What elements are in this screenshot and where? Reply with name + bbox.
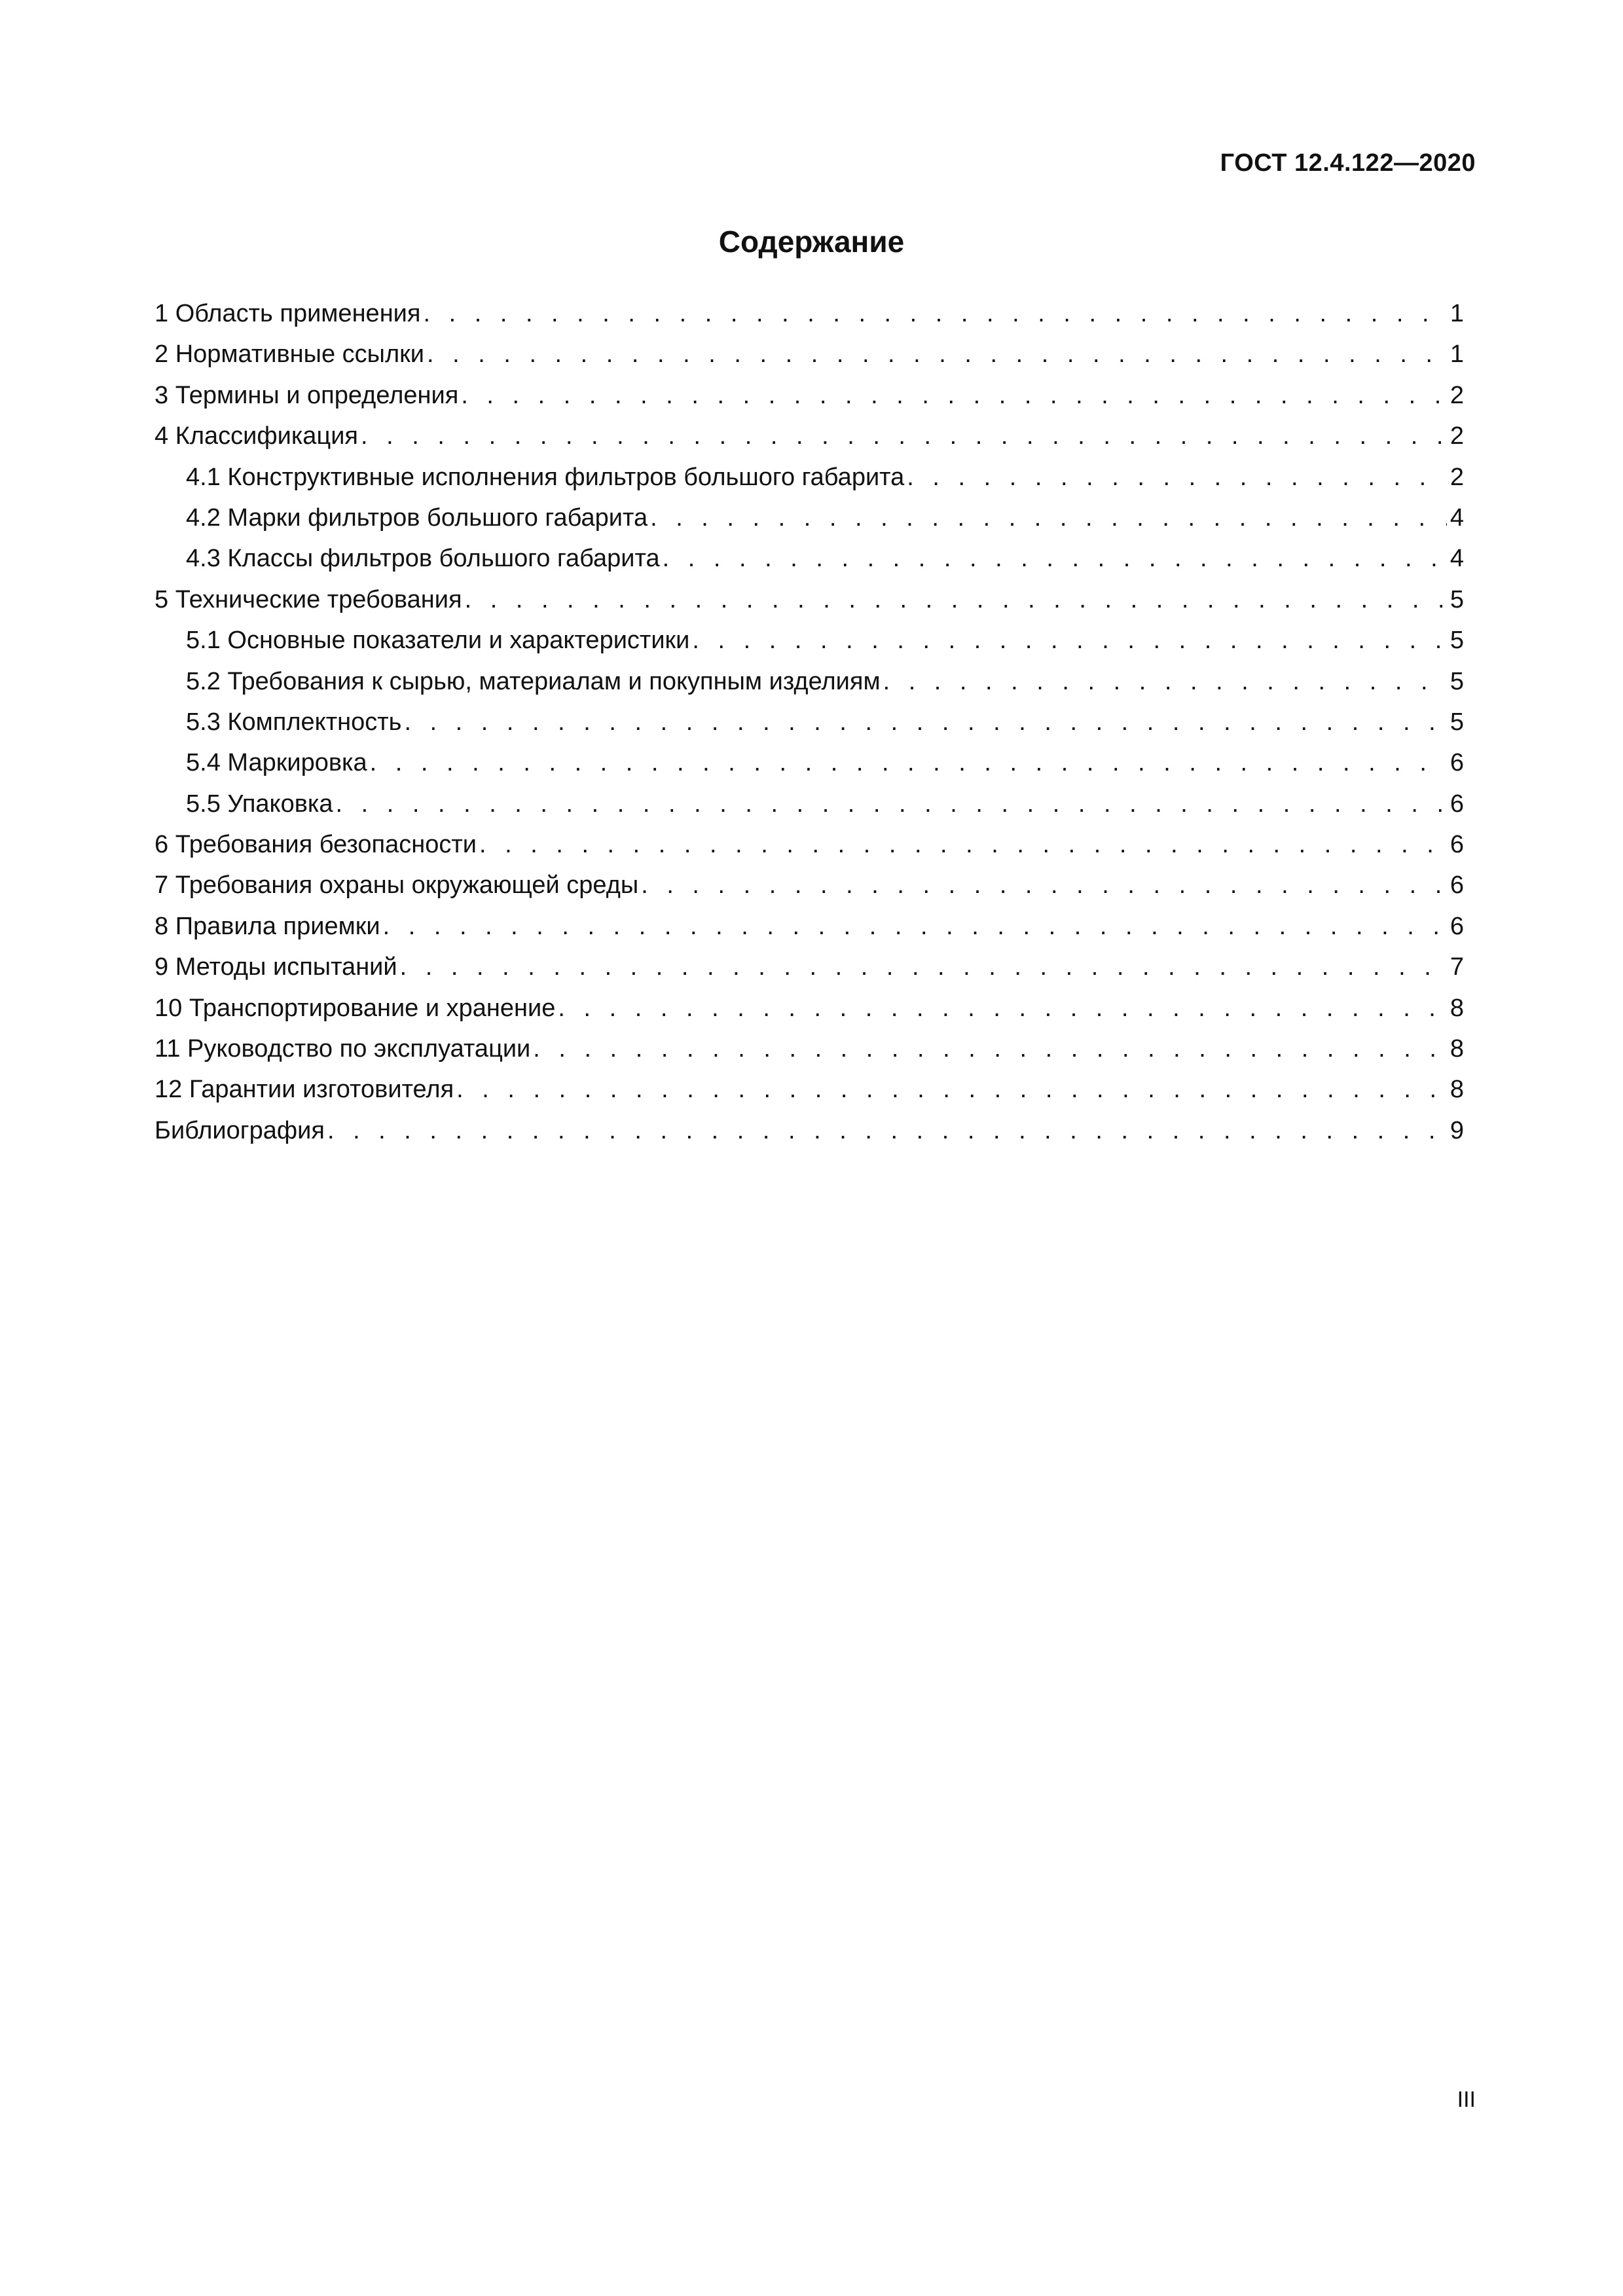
toc-entry[interactable] [155, 538, 1464, 579]
toc-entry-page: 2 [1450, 422, 1464, 450]
toc-entry-page: 9 [1450, 1116, 1464, 1144]
toc-entry-label: 1 Область применения [155, 300, 421, 327]
toc-entry-label: 4 Классификация [155, 422, 359, 450]
toc-entry-label: 4.1 Конструктивные исполнения фильтров большого габарита [186, 463, 905, 491]
toc-dot-leader [456, 1069, 1447, 1110]
toc-entry[interactable] [155, 824, 1464, 865]
toc-dot-leader [327, 1110, 1447, 1151]
toc-entry-page: 5 [1450, 585, 1464, 613]
toc-entry[interactable] [155, 498, 1464, 538]
toc-entry[interactable] [155, 988, 1464, 1029]
toc-entry-page: 5 [1450, 667, 1464, 695]
toc-entry[interactable] [155, 293, 1464, 334]
toc-entry[interactable] [155, 661, 1464, 702]
toc-entry-label: 5.5 Упаковка [186, 790, 333, 818]
toc-entry[interactable] [155, 906, 1464, 947]
toc-entry[interactable] [155, 784, 1464, 824]
toc-entry-label: 2 Нормативные ссылки [155, 340, 424, 369]
toc-entry-page: 6 [1450, 871, 1464, 900]
toc-entry[interactable] [155, 579, 1464, 620]
toc-entry-label: 11 Руководство по эксплуатации [155, 1035, 531, 1063]
toc-entry-label: 7 Требования охраны окружающей среды [155, 871, 639, 900]
toc-entry-page: 1 [1450, 340, 1464, 369]
toc-dot-leader [361, 416, 1447, 456]
toc-dot-leader [465, 579, 1447, 620]
toc-entry-label: Библиография [155, 1116, 325, 1144]
toc-entry[interactable] [155, 742, 1464, 783]
toc-title: Содержание [718, 225, 905, 259]
toc-dot-leader [650, 498, 1447, 538]
toc-entry[interactable] [155, 1110, 1464, 1151]
toc-entry-page: 2 [1450, 463, 1464, 491]
document-code-header: ГОСТ 12.4.122—2020 [1220, 149, 1476, 177]
toc-entry[interactable] [155, 334, 1464, 374]
toc-dot-leader [400, 947, 1447, 987]
toc-dot-leader [558, 988, 1447, 1029]
toc-entry-label: 5.1 Основные показатели и характеристики [186, 627, 690, 655]
toc-dot-leader [641, 865, 1447, 905]
toc-entry[interactable] [155, 947, 1464, 987]
toc-entry-page: 4 [1450, 503, 1464, 532]
toc-entry[interactable] [155, 457, 1464, 498]
toc-entry-page: 6 [1450, 790, 1464, 818]
toc-entry-page: 8 [1450, 1035, 1464, 1063]
toc-dot-leader [370, 742, 1447, 783]
toc-entry-label: 4.2 Марки фильтров большого габарита [186, 503, 648, 532]
toc-entry[interactable] [155, 702, 1464, 742]
toc-dot-leader [883, 661, 1447, 702]
toc-entry-page: 1 [1450, 300, 1464, 327]
toc-entry-page: 6 [1450, 912, 1464, 940]
toc-entry-page: 5 [1450, 627, 1464, 655]
page-number: III [1457, 2087, 1476, 2112]
toc-entry-page: 8 [1450, 994, 1464, 1022]
toc-entry[interactable] [155, 620, 1464, 661]
toc-dot-leader [427, 334, 1447, 374]
toc-entry-label: 6 Требования безопасности [155, 831, 477, 859]
toc-dot-leader [479, 824, 1447, 865]
toc-dot-leader [663, 538, 1447, 579]
toc-entry-page: 6 [1450, 749, 1464, 777]
toc-entry[interactable] [155, 865, 1464, 905]
toc-dot-leader [533, 1029, 1447, 1069]
toc-entry-label: 12 Гарантии изготовителя [155, 1076, 454, 1104]
toc-entry-label: 5.3 Комплектность [186, 708, 402, 736]
toc-entry[interactable] [155, 375, 1464, 416]
toc-entry[interactable] [155, 1069, 1464, 1110]
toc-entry-page: 8 [1450, 1076, 1464, 1104]
toc-entry[interactable] [155, 1029, 1464, 1069]
toc-dot-leader [692, 620, 1447, 661]
toc-entry-label: 10 Транспортирование и хранение [155, 994, 556, 1022]
toc-dot-leader [907, 457, 1447, 498]
toc-dot-leader [383, 906, 1447, 947]
toc-dot-leader [423, 293, 1447, 334]
toc-entry-page: 5 [1450, 708, 1464, 736]
toc-entry-label: 5 Технические требования [155, 585, 462, 613]
toc-entry-page: 7 [1450, 953, 1464, 981]
toc-entry-label: 5.4 Маркировка [186, 749, 367, 777]
toc-entry-label: 9 Методы испытаний [155, 953, 397, 981]
toc-dot-leader [336, 784, 1448, 824]
toc-entry-label: 5.2 Требования к сырью, материалам и покупным изделиям [186, 667, 881, 695]
toc-dot-leader [461, 375, 1447, 416]
toc-entry-page: 2 [1450, 381, 1464, 409]
toc-entry-label: 8 Правила приемки [155, 912, 380, 940]
toc-entry-label: 4.3 Классы фильтров большого габарита [186, 545, 660, 573]
table-of-contents [155, 293, 1464, 1151]
toc-entry[interactable] [155, 416, 1464, 456]
toc-entry-page: 4 [1450, 545, 1464, 573]
toc-entry-label: 3 Термины и определения [155, 381, 459, 409]
toc-entry-page: 6 [1450, 831, 1464, 859]
toc-dot-leader [404, 702, 1447, 742]
